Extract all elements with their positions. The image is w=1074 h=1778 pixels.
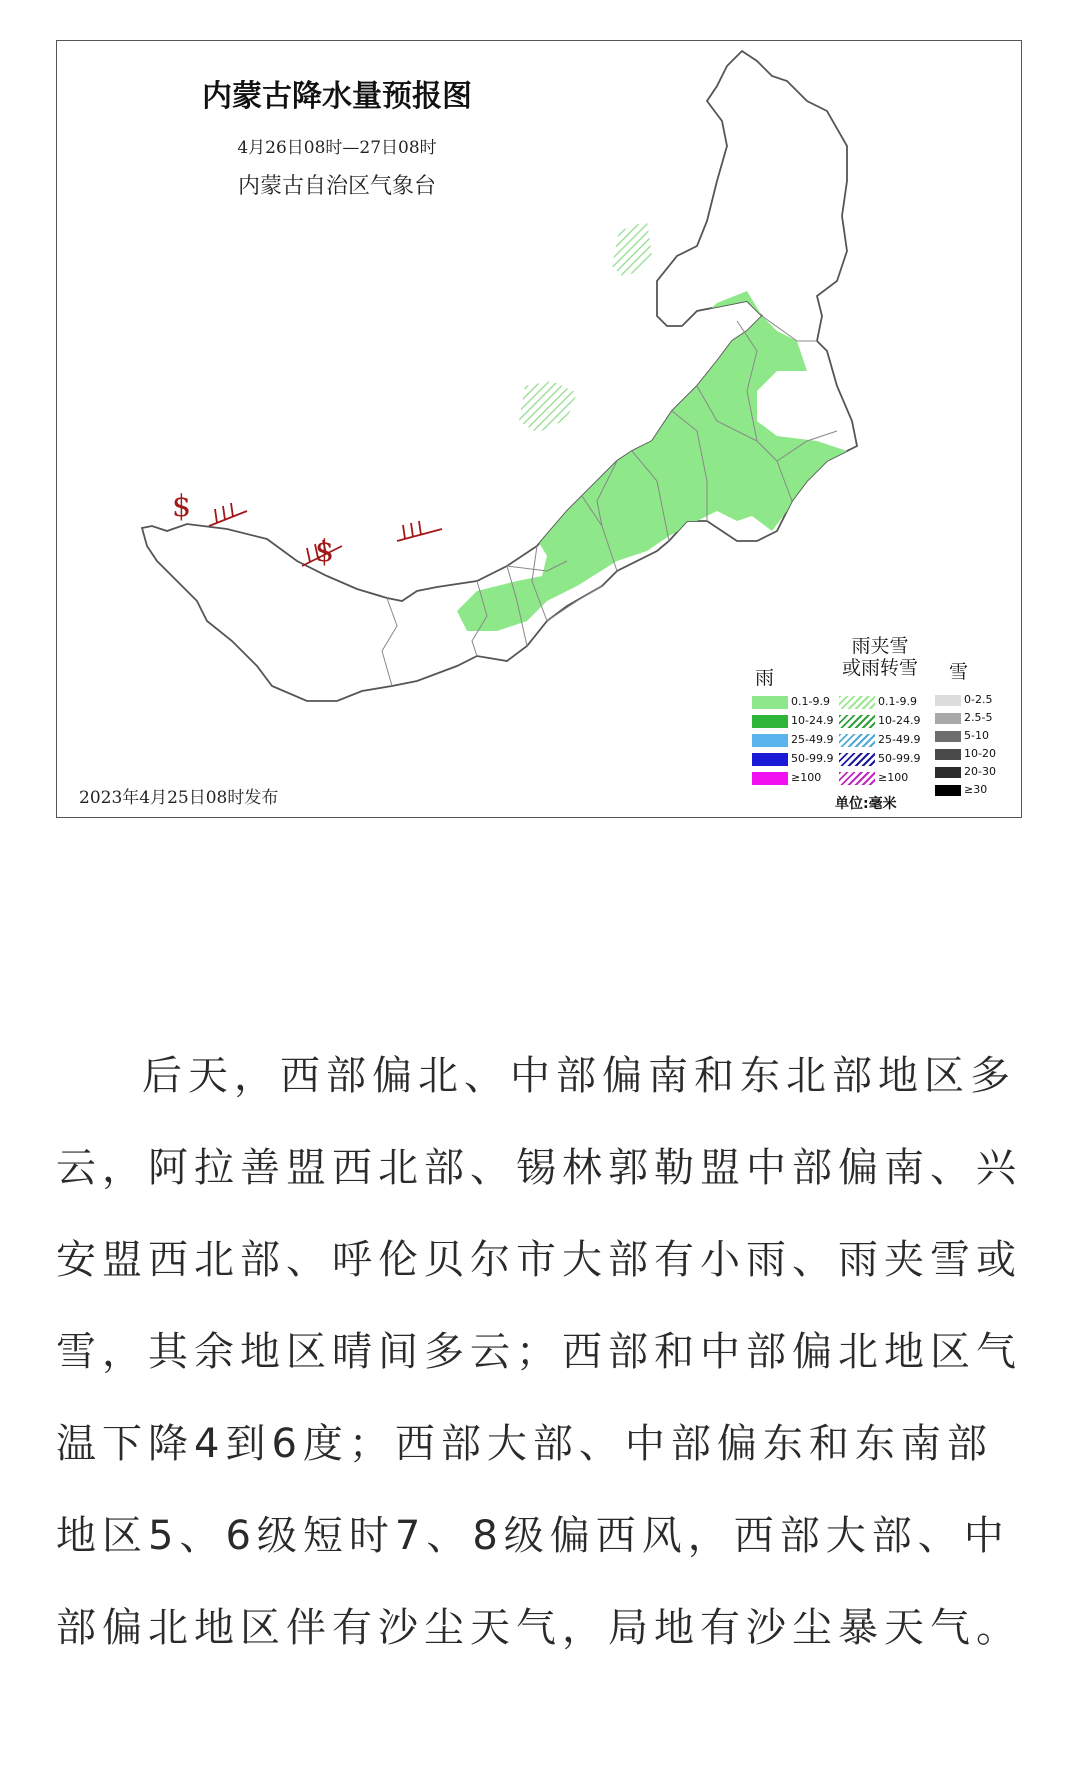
legend-mixed-item-swatch — [839, 772, 875, 785]
legend-mixed-header — [825, 635, 935, 679]
legend-rain-item-0 — [752, 695, 830, 709]
legend-rain-item-3 — [752, 752, 833, 766]
legend-mixed-item-1 — [839, 714, 920, 728]
legend-snow-item-swatch — [935, 695, 961, 706]
legend-snow-item-label: ≥30 — [964, 783, 988, 796]
legend-mixed-item-label: ≥100 — [878, 771, 909, 784]
svg-text:$: $ — [172, 489, 192, 524]
map-period: 4月26日08时—27日08时 — [237, 138, 437, 158]
release-time: 2023年4月25日08时发布 — [79, 788, 279, 808]
legend-mixed-item-0 — [839, 695, 917, 709]
map-title: 内蒙古降水量预报图 — [202, 79, 472, 114]
legend-snow-item-swatch — [935, 731, 961, 742]
legend-mixed-item-4 — [839, 771, 908, 785]
legend-snow-item-5 — [935, 783, 987, 796]
legend-snow-item-0 — [935, 693, 992, 706]
article-text: 后天，西部偏北、中部偏南和东北部地区多云，阿拉善盟西北部、锡林郭勒盟中部偏南、兴安盟西北部、呼伦贝尔市大部有小雨、雨夹雪或雪，其余地区晴间多云；西部和中部偏北地区气温下降4到6度；西部大部、中部偏东和东南部地区5、6级短时7、8级偏西风，西部大部、中部偏北地区伴有沙尘天气，局地有沙尘暴天气。 — [56, 1053, 1022, 1651]
legend-snow-item-label: 10-20 — [964, 747, 996, 760]
legend-mixed-item-3 — [839, 752, 920, 766]
precipitation-forecast-map — [56, 40, 1022, 818]
mixed-precip-area-central — [519, 381, 577, 433]
legend-snow-item-4 — [935, 765, 996, 778]
legend-unit: 单位:毫米 — [835, 796, 897, 812]
legend-snow-header: 雪 — [949, 661, 969, 683]
legend-snow-item-swatch — [935, 713, 961, 724]
legend-snow-item-swatch — [935, 767, 961, 778]
legend-mixed-item-label: 0.1-9.9 — [878, 695, 917, 708]
mixed-precip-area-north — [612, 221, 652, 276]
legend-rain-item-4 — [752, 771, 821, 785]
legend-rain-header: 雨 — [755, 667, 775, 689]
legend-rain-item-2 — [752, 733, 833, 747]
legend-mixed-item-swatch — [839, 753, 875, 766]
legend-snow-item-1 — [935, 711, 992, 724]
legend-rain-item-1 — [752, 714, 833, 728]
legend-snow-item-3 — [935, 747, 996, 760]
legend-mixed-header-line1: 雨夹雪 — [851, 635, 909, 657]
legend-snow-item-label: 20-30 — [964, 765, 996, 778]
legend-snow-item-2 — [935, 729, 989, 742]
map-issuer: 内蒙古自治区气象台 — [237, 174, 436, 199]
legend-snow-item-swatch — [935, 749, 961, 760]
legend-mixed-item-swatch — [839, 715, 875, 728]
legend-mixed-item-swatch — [839, 734, 875, 747]
legend-rain-item-label: 25-49.9 — [791, 733, 834, 746]
legend-snow-item-label: 0-2.5 — [964, 693, 993, 706]
legend-mixed-item-swatch — [839, 696, 875, 709]
legend-mixed-item-label: 25-49.9 — [878, 733, 921, 746]
legend-mixed-item-label: 10-24.9 — [878, 714, 921, 727]
legend-snow-item-swatch — [935, 785, 961, 796]
legend-rain-item-swatch — [752, 715, 788, 728]
legend-rain-item-label: 50-99.9 — [791, 752, 834, 765]
legend-mixed-item-label: 50-99.9 — [878, 752, 921, 765]
legend-rain-item-label: 0.1-9.9 — [791, 695, 830, 708]
legend-rain-item-swatch — [752, 772, 788, 785]
legend-rain-item-swatch — [752, 734, 788, 747]
legend-rain-item-label: ≥100 — [791, 771, 822, 784]
legend-rain-item-swatch — [752, 696, 788, 709]
legend-mixed-item-2 — [839, 733, 920, 747]
legend-mixed-header-line2: 或雨转雪 — [841, 657, 918, 679]
legend-snow-item-label: 5-10 — [964, 729, 989, 742]
legend-rain-item-label: 10-24.9 — [791, 714, 834, 727]
legend-snow-item-label: 2.5-5 — [964, 711, 993, 724]
svg-text:$: $ — [315, 534, 335, 569]
legend-rain-item-swatch — [752, 753, 788, 766]
